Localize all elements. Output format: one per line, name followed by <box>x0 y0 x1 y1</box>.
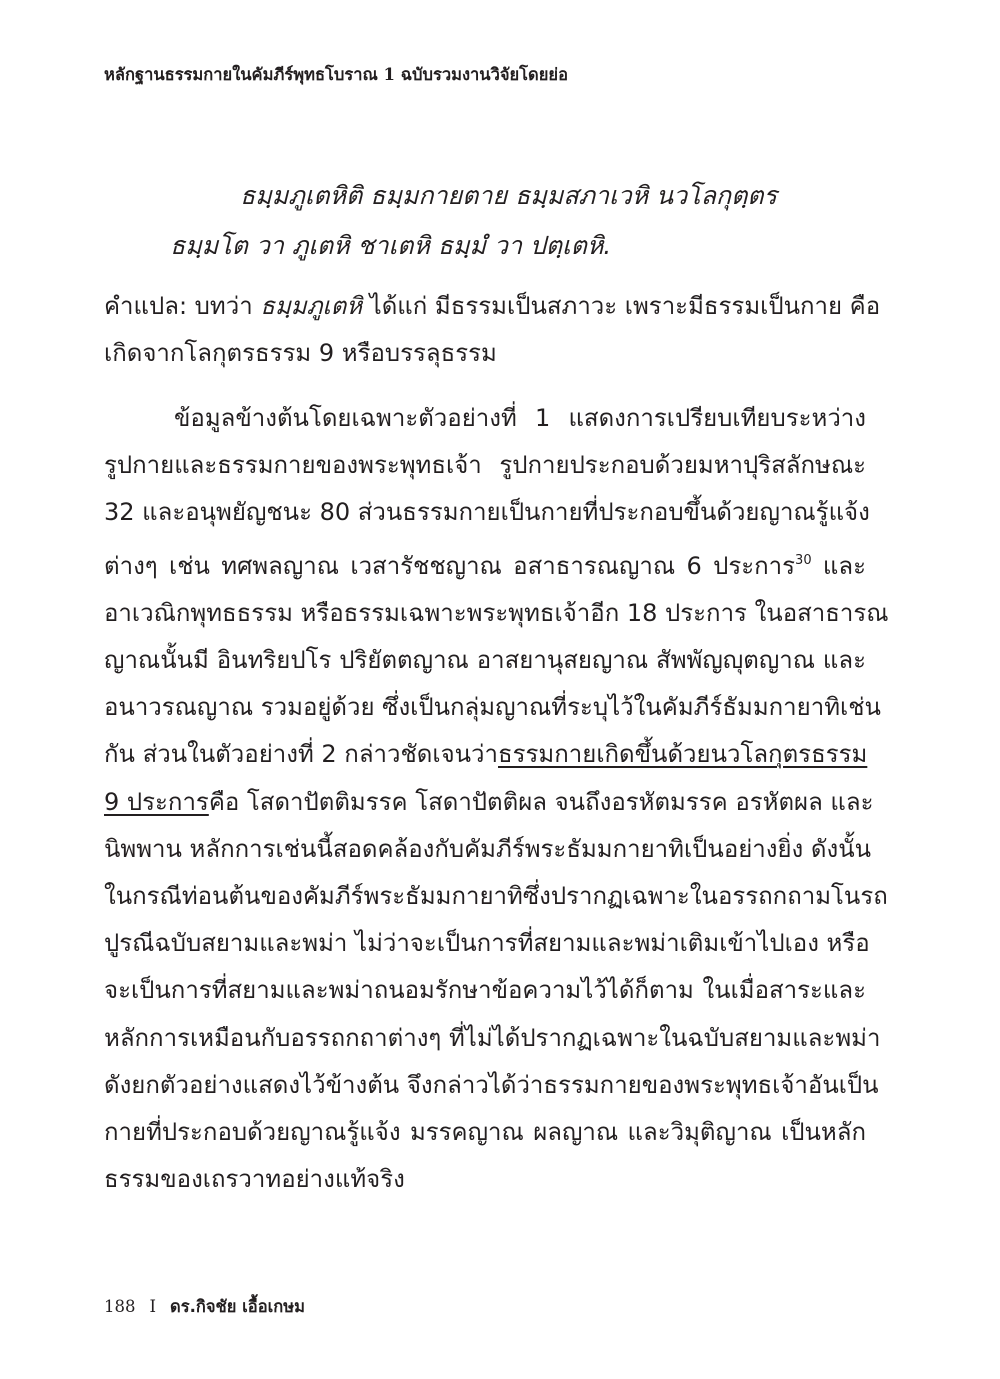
running-header: หลักฐานธรรมกายในคัมภีร์พุทธโบราณ 1 ฉบับรวมงานวิจัยโดยย่อ <box>104 65 568 84</box>
pali-verse-line-1: ธมฺมภูเตหิติ ธมฺมกายตาย ธมฺมสภาเวหิ นวโลกุตฺตร <box>240 181 777 210</box>
body-line <box>104 731 866 778</box>
translation-line-1 <box>104 283 881 330</box>
body-line: ญาณนั้นมี อินทริยปโร ปริยัตตญาณ อาสยานุสยญาณ สัพพัญญุตญาณ และ <box>104 646 866 675</box>
translation-term: ธมฺมภูเตหิ <box>260 292 363 320</box>
body-paragraph <box>104 395 889 1203</box>
body-line: ข้อมูลข้างต้นโดยเฉพาะตัวอย่างที่ 1 แสดงการเปรียบเทียบระหว่าง <box>174 404 866 432</box>
translation-line-2: เกิดจากโลกุตรธรรม 9 หรือบรรลุธรรม <box>104 339 497 367</box>
author-name: ดร.กิจชัย เอื้อเกษม <box>170 1297 305 1316</box>
page-number: 188 <box>104 1297 136 1316</box>
body-line: นิพพาน หลักการเช่นนี้สอดคล้องกับคัมภีร์พระธัมมกายาทิเป็นอย่างยิ่ง ดังนั้น <box>104 834 872 863</box>
body-text: ต่างๆ เช่น ทศพลญาณ เวสารัชชญาณ อสาธารณญาณ 6 ประการ <box>104 551 796 580</box>
body-line: ในกรณีท่อนต้นของคัมภีร์พระธัมมกายาทิซึ่งปรากฏเฉพาะในอรรถกถามโนรถ <box>104 882 888 911</box>
footer-separator: I <box>149 1297 157 1316</box>
body-text: กัน ส่วนในตัวอย่างที่ 2 กล่าวชัดเจนว่า <box>104 740 498 769</box>
body-line: รูปกายและธรรมกายของพระพุทธเจ้า รูปกายประกอบด้วยมหาปุริสลักษณะ <box>104 451 866 480</box>
body-line: ดังยกตัวอย่างแสดงไว้ข้างต้น จึงกล่าวได้ว่าธรรมกายของพระพุทธเจ้าอันเป็น <box>104 1070 879 1099</box>
body-line: จะเป็นการที่สยามและพม่าถนอมรักษาข้อความไว้ได้ก็ตาม ในเมื่อสาระและ <box>104 976 866 1005</box>
body-line: กายที่ประกอบด้วยญาณรู้แจ้ง มรรคญาณ ผลญาณ และวิมุติญาณ เป็นหลัก <box>104 1118 866 1147</box>
translation-label: คำแปล: บทว่า <box>104 292 261 320</box>
body-line: 32 และอนุพยัญชนะ 80 ส่วนธรรมกายเป็นกายที่ประกอบขึ้นด้วยญาณรู้แจ้ง <box>104 498 870 527</box>
body-line: อาเวณิกพุทธธรรม หรือธรรมเฉพาะพระพุทธเจ้าอีก 18 ประการ ในอสาธารณ <box>104 598 889 627</box>
body-line: ธรรมของเถรวาทอย่างแท้จริง <box>104 1165 405 1194</box>
underlined-emphasis: 9 ประการ <box>104 787 209 816</box>
body-text: และ <box>811 551 866 580</box>
footnote-reference[interactable]: 30 <box>795 552 812 568</box>
body-line <box>104 779 874 826</box>
body-line <box>104 537 866 590</box>
body-line: อนาวรณญาณ รวมอยู่ด้วย ซึ่งเป็นกลุ่มญาณที่ระบุไว้ในคัมภีร์ธัมมกายาทิเช่น <box>104 693 881 722</box>
pali-verse-line-2: ธมฺมโต วา ภูเตหิ ชาเตหิ ธมฺมํ วา ปตฺเตหิ. <box>170 231 612 260</box>
body-line: ปูรณีฉบับสยามและพม่า ไม่ว่าจะเป็นการที่สยามและพม่าเติมเข้าไปเอง หรือ <box>104 929 870 958</box>
translation-paragraph <box>104 283 881 377</box>
underlined-emphasis: ธรรมกายเกิดขึ้นด้วยนวโลกุตรธรรม <box>498 740 868 769</box>
page-footer <box>104 1294 305 1320</box>
body-line: หลักการเหมือนกับอรรถกถาต่างๆ ที่ไม่ได้ปรากฏเฉพาะในฉบับสยามและพม่า <box>104 1023 881 1052</box>
body-text: คือ โสดาปัตติมรรค โสดาปัตติผล จนถึงอรหัตมรรค อรหัตผล และ <box>208 787 874 816</box>
translation-rest: ได้แก่ มีธรรมเป็นสภาวะ เพราะมีธรรมเป็นกาย คือ <box>362 292 881 320</box>
